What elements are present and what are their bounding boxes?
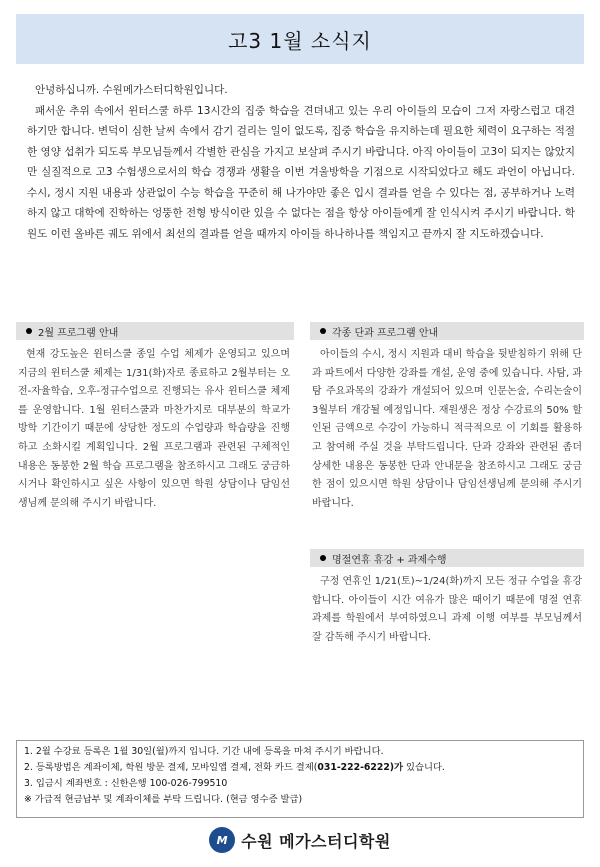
section-body-holiday — [312, 573, 582, 647]
section-body-feb — [18, 346, 290, 513]
bullet-icon — [320, 555, 326, 561]
section-text-feb: 현재 강도높은 윈터스쿨 종일 수업 체제가 운영되고 있으며 지금의 윈터스쿨 체제는 1/31(화)자로 종료하고 2월부터는 오전-자율학습, 오후-정규수업으로 진행되는 유사 윈터스쿨 체제를 운영합니다. 1월 윈터스쿨과 마찬가지로 대부분의 학교가 방학 기간이기 때문에 상당한 정도의 수업량과 학습량을 진행하고 소화시킬 계획입니다. 2월 프로그램과 관련된 구체적인 내용은 동봉한 2월 학습 프로그램을 참조하시고 그래도 궁금하시거나 확인하시고 싶은 사항이 있으면 학원 상담이나 담임선생님께 문의해 주시기 바랍니다. — [18, 349, 290, 509]
notice-line-4: ※ 가급적 현금납부 및 계좌이체를 부탁 드립니다. (현금 영수증 발급) — [24, 794, 303, 805]
notice-phone: 031-222-6222)가 — [317, 762, 404, 773]
logo-mark-letter: M — [216, 833, 228, 847]
section-text-holiday: 구정 연휴인 1/21(토)~1/24(화)까지 모든 정규 수업을 휴강합니다. 아이들이 시간 여유가 많은 때이기 때문에 명절 연휴 과제를 학원에서 부여하였으니 과제 이행 여부를 부모님께서 잘 감독해 주시기 바랍니다. — [312, 576, 582, 643]
notice-line-3: 3. 입금시 계좌번호 : 신한은행 100-026-799510 — [24, 778, 228, 789]
section-heading-feb: 2월 프로그램 안내 — [38, 327, 119, 339]
notice-line-1: 1. 2월 수강료 등록은 1월 30일(월)까지 입니다. 기간 내에 등록을 마쳐 주시기 바랍니다. — [24, 746, 384, 757]
section-header-feb — [16, 322, 294, 340]
intro-greeting: 안녕하십니까. 수원메가스터디학원입니다. — [35, 84, 228, 96]
section-heading-holiday: 명절연휴 휴강 + 과제수행 — [332, 554, 447, 566]
intro-text — [27, 80, 575, 244]
notice-box — [16, 740, 584, 818]
bullet-icon — [320, 328, 326, 334]
notice-line-2-post: 있습니다. — [403, 762, 445, 773]
section-header-special — [310, 322, 584, 340]
bullet-icon — [26, 328, 32, 334]
intro-body: 패서운 추위 속에서 윈터스쿨 하루 13시간의 집중 학습을 견뎌내고 있는 우리 아이들의 모습이 그저 자랑스럽고 대견하기만 합니다. 변덕이 심한 날씨 속에서 감기 걸리는 일이 없도록, 집중 학습을 유지하는데 필요한 체력이 요구하는 적절한 영양 섭취가 되도록 부모님들께서 각별한 관심을 가지고 보살펴 주시기 바랍니다. 아직 아이들이 고3이 되지는 않았지만 실질적으로 고3 수험생으로서의 학습 경쟁과 생활을 이번 겨울방학을 기점으로 시작되었다고 해도 과언이 아닙니다. 수시, 정시 지원 내용과 상관없이 수능 학습을 꾸준히 해 나가야만 좋은 입시 결과를 얻을 수 있다는 점, 공부하거나 노력하지 않고 대학에 진학하는 엉뚱한 전형 방식이란 있을 수 없다는 점을 항상 아이들에게 잘 인식시켜 주시기 바랍니다. 학원도 이런 올바른 궤도 위에서 최선의 결과를 얻을 때까지 아이들 하나하나를 책임지고 끝까지 잘 지도하겠습니다. — [27, 104, 575, 240]
footer-logo — [0, 826, 600, 854]
notice-line-2-pre: 2. 등록방법은 계좌이체, 학원 방문 결제, 모바일앱 결제, 전화 카드 결제( — [24, 762, 318, 773]
megastudy-logo-icon — [209, 827, 235, 853]
title-bar — [16, 14, 584, 64]
section-header-holiday — [310, 549, 584, 567]
section-body-special — [312, 346, 582, 513]
section-text-special: 아이들의 수시, 정시 지원과 대비 학습을 뒷받침하기 위해 단과 파트에서 다양한 강좌를 개설, 운영 중에 있습니다. 사탐, 과탐 주요과목의 강좌가 개설되어 있으며 인문논술, 수리논술이 3월부터 개강될 예정입니다. 재원생은 정상 수강료의 50% 할인된 금액으로 수강이 가능하니 적극적으로 이 기회를 활용하고 참여해 주실 것을 부탁드립니다. 단과 강좌와 관련된 좀더 상세한 내용은 동봉한 단과 안내문을 참조하시고 그래도 궁금한 점이 있으시면 학원 상담이나 담임선생님께 문의해 주시기 바랍니다. — [312, 349, 582, 509]
notice-line-2 — [24, 760, 576, 776]
page-title: 고3 1월 소식지 — [228, 28, 372, 53]
section-heading-special: 각종 단과 프로그램 안내 — [332, 327, 439, 339]
logo-text: 수원 메가스터디학원 — [241, 831, 391, 851]
